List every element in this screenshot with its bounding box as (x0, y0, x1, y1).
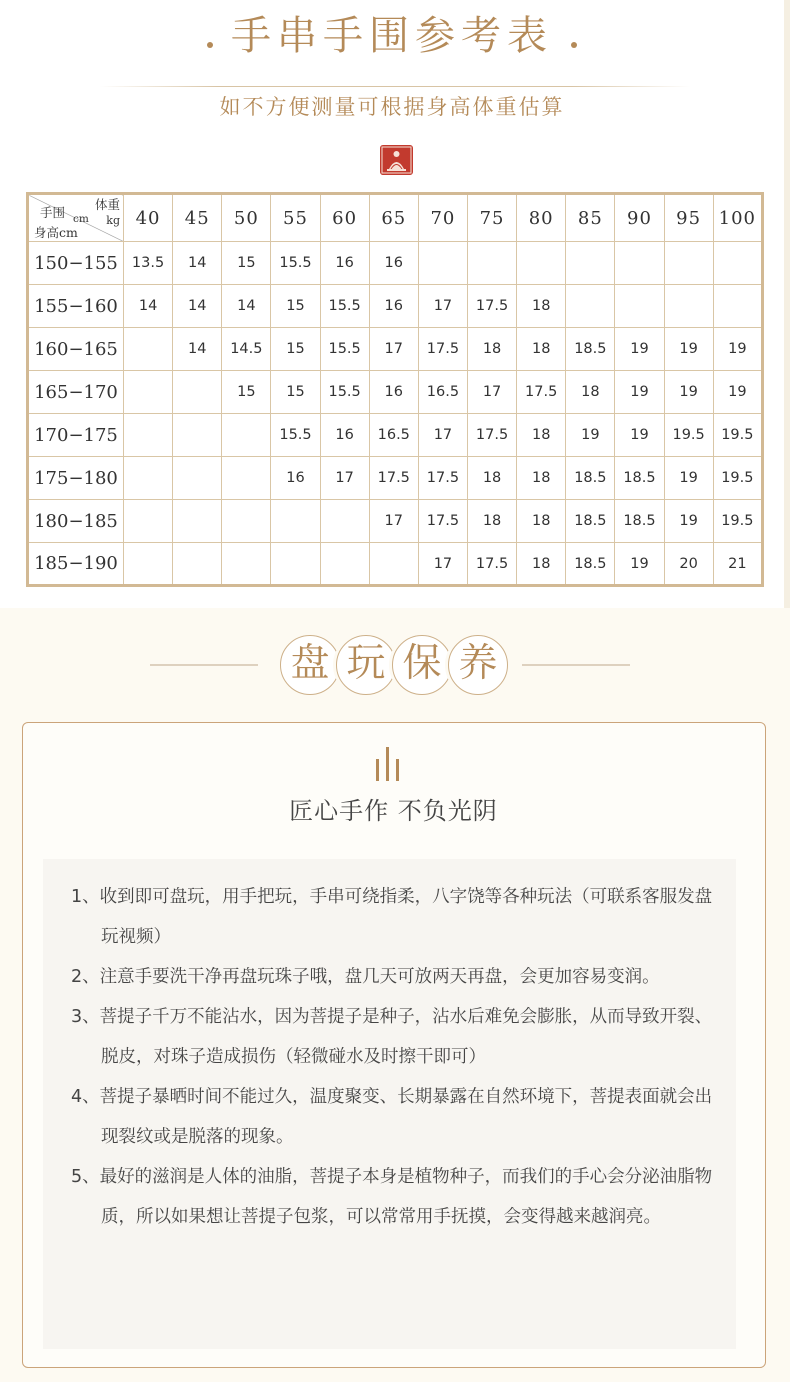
wrist-size-cell: 18 (517, 500, 566, 543)
wrist-size-cell: 17.5 (418, 500, 467, 543)
wrist-size-cell (222, 414, 271, 457)
wrist-size-cell (713, 242, 762, 285)
wrist-size-cell: 17 (320, 457, 369, 500)
size-reference-section (0, 0, 784, 608)
height-range-cell: 155−160 (28, 285, 124, 328)
corner-height-label: 身高cm (34, 225, 78, 240)
wrist-size-cell (173, 457, 222, 500)
weight-header-cell: 75 (467, 194, 516, 242)
wrist-size-cell: 18.5 (566, 457, 615, 500)
wrist-size-cell (124, 457, 173, 500)
wrist-size-cell: 19 (615, 543, 664, 586)
weight-header-cell: 90 (615, 194, 664, 242)
height-range-cell: 160−165 (28, 328, 124, 371)
wrist-size-cell: 16.5 (369, 414, 418, 457)
table-row (28, 328, 763, 371)
wrist-size-cell (173, 371, 222, 414)
wrist-size-cell: 15.5 (271, 242, 320, 285)
wrist-size-cell: 15 (271, 371, 320, 414)
table-corner-cell (28, 194, 124, 242)
wrist-size-cell: 17.5 (418, 328, 467, 371)
wrist-size-cell: 14 (222, 285, 271, 328)
weight-header-cell: 60 (320, 194, 369, 242)
wrist-size-table (26, 192, 764, 587)
wrist-size-cell (222, 543, 271, 586)
wrist-size-cell (566, 242, 615, 285)
wrist-size-cell: 18 (517, 285, 566, 328)
wrist-size-cell (124, 414, 173, 457)
wrist-size-cell: 18.5 (566, 328, 615, 371)
height-range-cell: 175−180 (28, 457, 124, 500)
wrist-size-cell: 14 (173, 285, 222, 328)
wrist-size-cell: 18.5 (566, 543, 615, 586)
wrist-size-cell: 18.5 (615, 500, 664, 543)
care-title-char: 保 (392, 635, 452, 695)
weight-header-cell: 85 (566, 194, 615, 242)
wrist-size-cell: 19 (664, 500, 713, 543)
wrist-size-cell: 18.5 (615, 457, 664, 500)
wrist-size-cell: 17 (418, 285, 467, 328)
wrist-size-cell: 19.5 (713, 500, 762, 543)
wrist-size-cell: 16 (320, 414, 369, 457)
wrist-size-cell: 13.5 (124, 242, 173, 285)
wrist-size-cell: 19 (615, 414, 664, 457)
table-row (28, 543, 763, 586)
height-range-cell: 185−190 (28, 543, 124, 586)
wrist-size-cell: 15.5 (271, 414, 320, 457)
wrist-size-cell (124, 543, 173, 586)
wrist-size-cell: 15 (271, 328, 320, 371)
wrist-size-cell (467, 242, 516, 285)
wrist-size-cell (664, 285, 713, 328)
wrist-size-cell: 19 (713, 328, 762, 371)
wrist-size-cell (566, 285, 615, 328)
wrist-size-cell: 16 (369, 285, 418, 328)
corner-wrist-label: 手围 (40, 205, 66, 220)
care-title-char: 玩 (336, 635, 396, 695)
wrist-size-cell (222, 457, 271, 500)
wrist-size-cell: 18 (517, 457, 566, 500)
weight-header-cell: 80 (517, 194, 566, 242)
seal-stamp-icon (380, 145, 413, 175)
list-item: 4、菩提子暴晒时间不能过久，温度聚变、长期暴露在自然环境下，菩提表面就会出现裂纹或是脱落的现象。 (71, 1087, 713, 1147)
table-row (28, 242, 763, 285)
title-dot-left (207, 42, 213, 48)
wrist-size-cell: 21 (713, 543, 762, 586)
wrist-size-cell (173, 500, 222, 543)
wrist-size-cell: 16 (369, 371, 418, 414)
wrist-size-cell: 17 (418, 414, 467, 457)
weight-header-cell: 50 (222, 194, 271, 242)
wrist-size-cell: 18 (517, 328, 566, 371)
wrist-size-cell: 18 (467, 500, 516, 543)
wrist-size-cell (320, 500, 369, 543)
wrist-size-cell: 15.5 (320, 371, 369, 414)
table-row (28, 371, 763, 414)
care-title-char: 养 (448, 635, 508, 695)
wrist-size-cell (615, 285, 664, 328)
wrist-size-cell (369, 543, 418, 586)
wrist-size-cell (517, 242, 566, 285)
wrist-size-cell: 16 (369, 242, 418, 285)
slogan: 匠心手作 不负光阴 (289, 797, 498, 825)
wrist-size-cell: 19 (566, 414, 615, 457)
wrist-size-cell: 19.5 (713, 457, 762, 500)
wrist-size-cell: 19 (664, 457, 713, 500)
height-range-cell: 180−185 (28, 500, 124, 543)
corner-weight-label: 体重 (94, 197, 120, 212)
wrist-size-cell: 17 (467, 371, 516, 414)
wrist-size-cell (713, 285, 762, 328)
wrist-size-cell: 18 (467, 328, 516, 371)
corner-kg-label: kg (106, 214, 120, 227)
top-section-edge (784, 0, 790, 608)
wrist-size-cell: 19 (713, 371, 762, 414)
care-section-header (0, 632, 790, 698)
care-instructions-list (71, 877, 717, 1237)
wrist-size-cell: 18.5 (566, 500, 615, 543)
weight-header-cell: 65 (369, 194, 418, 242)
weight-header-cell: 100 (713, 194, 762, 242)
wrist-size-cell: 16 (320, 242, 369, 285)
wrist-size-cell: 20 (664, 543, 713, 586)
wrist-size-cell (173, 414, 222, 457)
wrist-size-cell: 17.5 (467, 414, 516, 457)
wrist-size-cell: 19 (664, 371, 713, 414)
wrist-size-cell: 19 (664, 328, 713, 371)
wrist-size-cell: 17 (369, 500, 418, 543)
list-item: 5、最好的滋润是人体的油脂，菩提子本身是植物种子，而我们的手心会分泌油脂物质，所以如果想让菩提子包浆，可以常常用手抚摸，会变得越来越润亮。 (71, 1167, 713, 1227)
weight-header-cell: 95 (664, 194, 713, 242)
wrist-size-cell (615, 242, 664, 285)
wrist-size-cell: 15 (222, 242, 271, 285)
list-item: 2、注意手要洗干净再盘玩珠子哦，盘几天可放两天再盘，会更加容易变润。 (71, 967, 660, 987)
wrist-size-cell: 17.5 (467, 285, 516, 328)
table-header-row (28, 194, 763, 242)
weight-header-cell: 70 (418, 194, 467, 242)
wrist-size-cell (320, 543, 369, 586)
page-title: 手串手围参考表 (231, 13, 553, 59)
wrist-size-cell: 14 (173, 242, 222, 285)
wrist-size-cell: 17.5 (369, 457, 418, 500)
wrist-size-cell: 18 (467, 457, 516, 500)
height-range-cell: 170−175 (28, 414, 124, 457)
wrist-size-cell: 15.5 (320, 328, 369, 371)
wrist-size-cell (173, 543, 222, 586)
wrist-size-cell: 18 (566, 371, 615, 414)
table-body (28, 242, 763, 586)
height-range-cell: 150−155 (28, 242, 124, 285)
title-dot-right (571, 42, 577, 48)
wrist-size-cell (664, 242, 713, 285)
list-item: 1、收到即可盘玩，用手把玩，手串可绕指柔，八字饶等各种玩法（可联系客服发盘玩视频） (71, 887, 713, 947)
title-divider (100, 86, 690, 87)
care-instructions-panel (43, 859, 736, 1349)
wrist-size-cell: 17.5 (517, 371, 566, 414)
wrist-size-cell: 18 (517, 414, 566, 457)
care-header-line-right (522, 664, 630, 666)
corner-wrist-cm-label: cm (73, 213, 89, 225)
table-row (28, 500, 763, 543)
wrist-size-cell (124, 328, 173, 371)
care-title (280, 635, 510, 695)
wrist-size-cell (124, 371, 173, 414)
wrist-size-cell: 19 (615, 371, 664, 414)
wrist-size-cell (222, 500, 271, 543)
table-row (28, 457, 763, 500)
care-header-line-left (150, 664, 258, 666)
wrist-size-cell: 14 (124, 285, 173, 328)
wrist-size-cell: 16 (271, 457, 320, 500)
wrist-size-cell: 17.5 (467, 543, 516, 586)
wrist-size-cell: 19 (615, 328, 664, 371)
incense-lines-icon (373, 747, 403, 781)
wrist-size-cell (271, 543, 320, 586)
wrist-size-cell (271, 500, 320, 543)
wrist-size-cell: 17 (369, 328, 418, 371)
weight-header-cell: 55 (271, 194, 320, 242)
care-box (22, 722, 766, 1368)
wrist-size-cell: 18 (517, 543, 566, 586)
height-range-cell: 165−170 (28, 371, 124, 414)
wrist-size-cell: 14 (173, 328, 222, 371)
list-item: 3、菩提子千万不能沾水，因为菩提子是种子，沾水后难免会膨胀，从而导致开裂、脱皮，对珠子造成损伤（轻微碰水及时擦干即可） (71, 1007, 713, 1067)
wrist-size-cell: 15 (222, 371, 271, 414)
care-title-char: 盘 (280, 635, 340, 695)
wrist-size-cell (418, 242, 467, 285)
wrist-size-cell: 17.5 (418, 457, 467, 500)
wrist-size-cell: 19.5 (664, 414, 713, 457)
wrist-size-cell: 19.5 (713, 414, 762, 457)
wrist-size-cell: 14.5 (222, 328, 271, 371)
wrist-size-cell (124, 500, 173, 543)
weight-header-cell: 40 (124, 194, 173, 242)
table-row (28, 414, 763, 457)
wrist-size-cell: 15.5 (320, 285, 369, 328)
page-subtitle: 如不方便测量可根据身高体重估算 (219, 95, 565, 119)
weight-header-cell: 45 (173, 194, 222, 242)
wrist-size-cell: 16.5 (418, 371, 467, 414)
title-row (0, 6, 784, 66)
wrist-size-cell: 15 (271, 285, 320, 328)
wrist-size-cell: 17 (418, 543, 467, 586)
table-row (28, 285, 763, 328)
